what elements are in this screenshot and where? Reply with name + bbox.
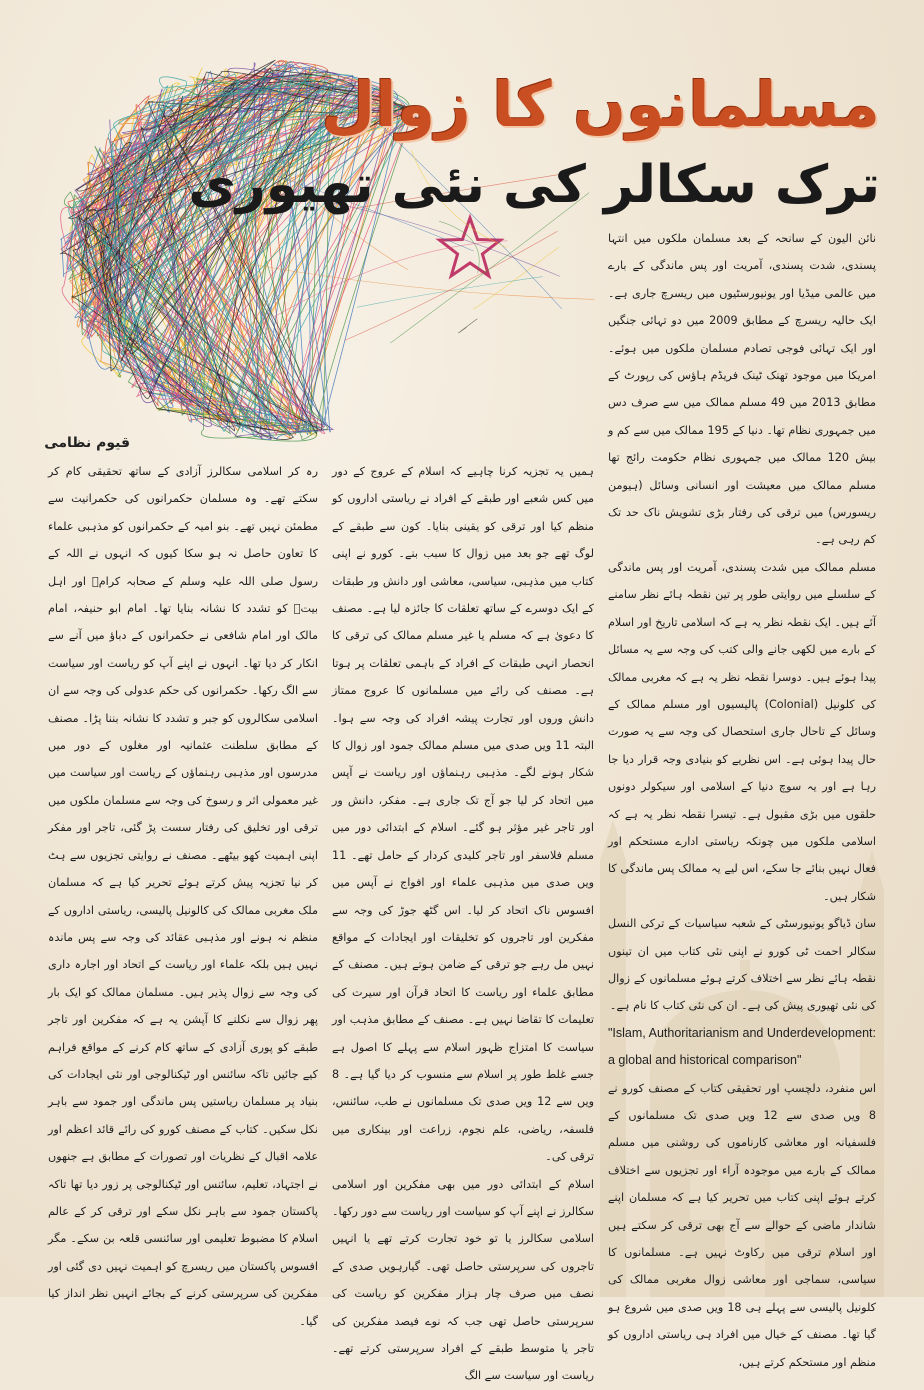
article-column-left <box>48 458 318 1328</box>
article-column-middle <box>332 458 594 1383</box>
paragraph: اس منفرد، دلچسپ اور تحقیقی کتاب کے مصنف کورو نے 8 ویں صدی سے 12 ویں صدی تک مسلمانوں کے فلسفیانہ اور معاشی کارناموں کی روشنی میں مسلم ممالک کے بارے میں موجودہ آراء اور تجزیوں سے اختلاف کرتے ہوئے اپنی کتاب میں تحریر کیا ہے کہ مسلمان اپنے شاندار ماضی کے حوالے سے آج بھی ترقی کر سکتے ہیں اور اسلام ترقی میں رکاوٹ نہیں ہے۔ مسلمانوں کا سیاسی، سماجی اور معاشی زوال مغربی ممالک کی کلونیل پالیسی سے پہلے ہی 18 ویں صدی میں شروع ہو گیا تھا۔ مصنف کے خیال میں افراد ہی ریاستی اداروں کو منظم اور مستحکم کرتے ہیں، <box>608 1081 876 1369</box>
paragraph: مسلم ممالک میں شدت پسندی، آمریت اور پس ماندگی کے سلسلے میں روایتی طور پر تین نقطہ ہائے نظر سامنے آئے ہیں۔ ایک نقطہ نظر یہ ہے کہ اسلامی تاریخ اور اسلام کے بارے میں لکھی جانے والی کتب کی وجہ سے یہ مسائل پیدا ہوئے ہیں۔ دوسرا نقطہ نظر یہ ہے کہ مغربی ممالک کی کلونیل (Colonial) پالیسیوں اور مسلم ممالک کے وسائل کے تاحال جاری استحصال کی وجہ سے یہ صورت حال پیدا ہوئی ہے۔ اس نظریے کو بنیادی وجہ قرار دیا جا رہا ہے اور یہ سوچ دنیا کے اسلامی اور سیکولر دونوں حلقوں میں بڑی مقبول ہے۔ تیسرا نقطہ نظر یہ ہے کہ اسلامی ملکوں میں چونکہ ریاستی ادارے مستحکم اور فعال نہیں بنائے جا سکے، اس لیے یہ ممالک پس ماندگی کا شکار ہیں۔ <box>608 560 877 903</box>
article-column-right <box>608 225 877 1369</box>
headline-secondary: ترک سکالر کی نئی تھیوری <box>188 155 880 215</box>
author-byline: قیوم نظامی <box>44 435 130 451</box>
paragraph: اسلام کے ابتدائی دور میں بھی مفکرین اور اسلامی سکالرز نے اپنے آپ کو سیاست اور ریاست سے دور رکھا۔ اسلامی سکالرز یا تو خود تجارت کرتے تھے یا انہیں تاجروں کی سرپرستی حاصل تھی۔ گیارہویں صدی کے نصف میں صرف چار ہزار مفکرین کو ریاست کی سرپرستی حاصل تھی جب کہ نوے فیصد مفکرین کی تاجر یا متوسط طبقے کے افراد سرپرستی کرتے تھے۔ ریاست اور سیاست سے الگ <box>332 1177 594 1383</box>
stray-thread <box>473 247 559 309</box>
stray-thread <box>458 319 477 333</box>
paragraph: ہمیں یہ تجزیہ کرنا چاہیے کہ اسلام کے عروج کے دور میں کس شعبے اور طبقے کے افراد نے ریاستی اداروں کو منظم کیا اور ترقی کو یقینی بنایا۔ کون سے طبقے کے لوگ تھے جو بعد میں زوال کا سبب بنے۔ کورو نے اپنی کتاب میں مذہبی، سیاسی، معاشی اور دانش ور طبقات کے ایک دوسرے کے ساتھ تعلقات کا جائزہ لیا ہے۔ مصنف کا دعویٰ ہے کہ مسلم یا غیر مسلم ممالک کی ترقی کا انحصار انہی طبقات کے افراد کے باہمی تعلقات پر ہوتا ہے۔ مصنف کی رائے میں مسلمانوں کا عروج ممتاز دانش وروں اور تجارت پیشہ افراد کی وجہ سے ہوا۔ البتہ 11 ویں صدی میں مسلم ممالک جمود اور زوال کا شکار ہونے لگے۔ مذہبی رہنماؤں اور ریاست نے آپس میں اتحاد کر لیا جو آج تک جاری ہے۔ مفکر، دانش ور اور تاجر غیر مؤثر ہو گئے۔ اسلام کے ابتدائی دور میں مسلم فلاسفر اور تاجر کلیدی کردار کے حامل تھے۔ 11 ویں صدی میں مذہبی علماء اور افواج نے آپس میں افسوس ناک اتحاد کر لیا۔ اس گٹھ جوڑ کی وجہ سے مفکرین اور تاجروں کو تخلیقات اور ایجادات کے مواقع نہیں مل رہے جو ترقی کے ضامن ہوتے ہیں۔ مصنف کے مطابق علماء اور ریاست کا اتحاد قرآن اور سیرت کی تعلیمات کا تقاضا نہیں ہے۔ مصنف کے مطابق مذہب اور سیاست کا امتزاج ظہور اسلام سے پہلے کا اصول ہے جسے غلط طور پر اسلام سے منسوب کر دیا گیا ہے۔ 8 ویں سے 12 ویں صدی تک مسلمانوں نے طب، سائنس، فلسفہ، ریاضی، علم نجوم، زراعت اور بینکاری میں ترقی کی۔ <box>332 465 594 1164</box>
headline-primary: مسلمانوں کا زوال <box>321 68 880 141</box>
paragraph: نائن الیون کے سانحہ کے بعد مسلمان ملکوں میں انتہا پسندی، شدت پسندی، آمریت اور پس ماندگی کے بارے میں عالمی میڈیا اور یونیورسٹیوں میں ریسرچ جاری ہے۔ ایک حالیہ ریسرچ کے مطابق 2009 میں دو تہائی جنگیں اور ایک تہائی فوجی تصادم مسلمان ملکوں میں ہوئے۔ امریکا میں موجود تھنک ٹینک فریڈم ہاؤس کی رپورٹ کے مطابق 2013 میں 49 مسلم ممالک میں سے صرف دس میں جمہوری نظام تھا۔ دنیا کے 195 ممالک میں سے کم و بیش 120 ممالک میں جمہوری نظام حکومت رائج تھا مسلم ممالک میں معیشت اور انسانی وسائل (ہیومن ریسورس) میں ترقی کی رفتار بڑی تشویش ناک حد تک کم رہی ہے۔ <box>608 232 876 547</box>
stray-thread <box>357 277 543 308</box>
book-title-quote: "Islam, Authoritarianism and Underdevelopment: a global and historical comparison" <box>608 1025 876 1068</box>
paragraph: رہ کر اسلامی سکالرز آزادی کے ساتھ تحقیقی کام کر سکتے تھے۔ وہ مسلمان حکمرانوں کی حکمرانیت سے مطمئن نہیں تھے۔ بنو امیہ کے حکمرانوں کو مذہبی علماء کا تعاون حاصل نہ ہو سکا کیوں کہ انہوں نے اللہ کے رسول صلی اللہ علیہ وسلم کے صحابہ کرامؓ اور اہل بیتؓ کو تشدد کا نشانہ بنایا تھا۔ امام ابو حنیفہ، امام مالک اور امام شافعی نے حکمرانوں کے دباؤ میں آنے سے انکار کر دیا تھا۔ انہوں نے اپنے آپ کو ریاست اور سیاست سے الگ رکھا۔ حکمرانوں کی حکم عدولی کی وجہ سے ان اسلامی سکالروں کو جبر و تشدد کا نشانہ بننا پڑا۔ مصنف کے مطابق سلطنت عثمانیہ اور مغلوں کے دور میں مدرسوں اور مذہبی رہنماؤں کے ریاست اور سیاست میں غیر معمولی اثر و رسوخ کی وجہ سے مسلمان ملکوں میں ترقی اور تخلیق کی رفتار سست پڑ گئی، تاجر اور مفکر اپنی اہمیت کھو بیٹھے۔ مصنف نے روایتی تجزیوں سے ہٹ کر نیا تجزیہ پیش کرتے ہوئے تحریر کیا ہے کہ مسلمان ملک مغربی ممالک کی کالونیل پالیسی، ریاستی اداروں کے منظم نہ ہونے اور مذہبی عقائد کی وجہ سے پس ماندہ نہیں ہیں بلکہ علماء اور ریاست کے اتحاد اور اجارہ داری کی وجہ سے زوال پذیر ہیں۔ مسلمان ممالک کو ایک بار پھر زوال سے نکلنے کا آپشن یہ ہے کہ مفکرین اور تاجر طبقے کو پوری آزادی کے ساتھ کام کرنے کے مواقع فراہم کیے جائیں تاکہ سائنس اور ٹیکنالوجی اور نئی ایجادات کی بنیاد پر مسلمان ریاستیں پس ماندگی اور جمود سے باہر نکل سکیں۔ کتاب کے مصنف کورو کی رائے قائد اعظم اور علامہ اقبال کے نظریات اور تصورات کے مطابق ہے جنھوں نے اجتہاد، تعلیم، سائنس اور ٹیکنالوجی پر زور دیا تھا تاکہ پاکستان جمود سے باہر نکل سکے اور ترقی کر کے عالم اسلام کا مضبوط تعلیمی اور سائنسی قلعہ بن سکے۔ مگر افسوس پاکستان میں ریسرچ کو اہمیت نہیں دی گئی اور مفکرین کی سرپرستی کرنے کے بجائے انہیں نظر انداز کیا گیا۔ <box>48 465 318 1328</box>
paragraph: سان ڈیاگو یونیورسٹی کے شعبہ سیاسیات کے ترکی النسل سکالر احمت ٹی کورو نے اپنی نئی کتاب میں ان تینوں نقطہ ہائے نظر سے اختلاف کرتے ہوئے مسلمانوں کے زوال کی نئی تھیوری پیش کی ہے۔ ان کی نئی کتاب کا نام ہے۔ <box>608 917 876 1013</box>
